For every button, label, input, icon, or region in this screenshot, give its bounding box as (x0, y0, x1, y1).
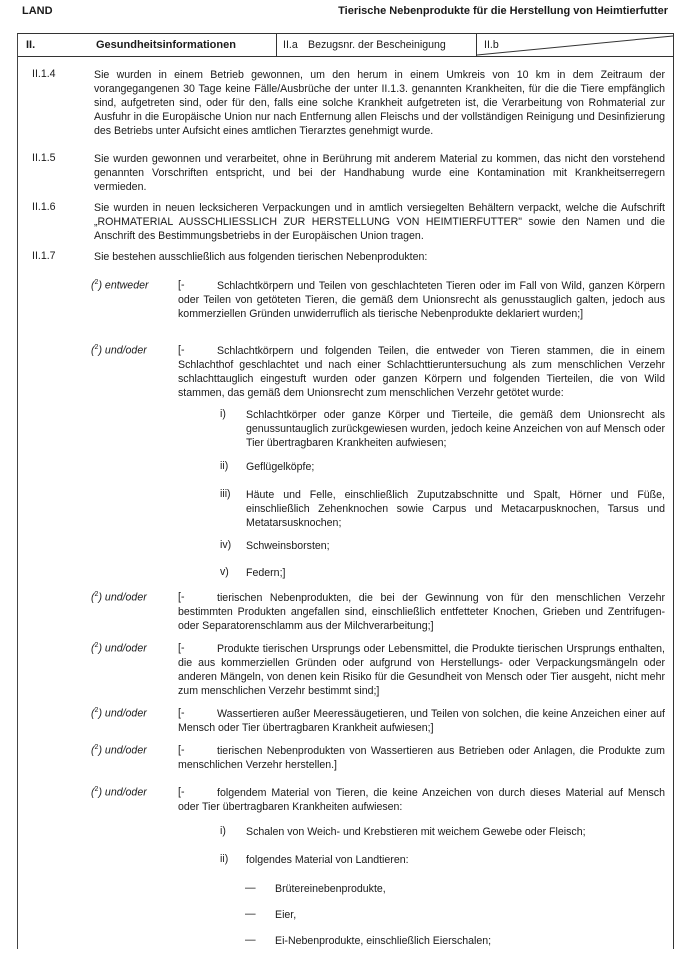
reference-label: Bezugsnr. der Bescheinigung (308, 39, 446, 51)
bracket-marker: [- (178, 707, 185, 719)
dash-item-text: Eier, (275, 909, 297, 921)
option-keyword: ($^2$) und/oder (91, 744, 147, 757)
subitem-label: iv) (220, 539, 232, 551)
footnote-ref: 2 (94, 642, 99, 649)
document-title: Tierische Nebenprodukte für die Herstellung von Heimtierfutter (338, 5, 668, 17)
option-keyword-text: entweder (104, 279, 149, 292)
option-keyword: ($^2$) und/oder (91, 642, 147, 655)
option-keyword-text: und/oder (104, 707, 147, 720)
clause-number: II.1.4 (32, 68, 56, 80)
footnote-ref: 2 (94, 786, 99, 793)
subitem-text: Schweinsborsten; (246, 540, 330, 552)
option-keyword-text: und/oder (104, 591, 147, 604)
clause-text: Sie bestehen ausschließlich aus folgenden tierischen Nebenprodukten: (94, 251, 428, 263)
section-header-row (18, 34, 673, 57)
option-keyword: ($^2$) entweder (91, 279, 149, 292)
subitem-text: Schalen von Weich- und Krebstieren mit weichem Gewebe oder Fleisch; (246, 826, 586, 838)
clause-number: II.1.6 (32, 201, 56, 213)
footnote-ref: 2 (94, 591, 99, 598)
bracket-marker: [- (178, 642, 185, 654)
option-keyword: ($^2$) und/oder (91, 344, 147, 357)
bracket-marker: [- (178, 786, 185, 798)
clause-number: II.1.7 (32, 250, 56, 262)
clause-number: II.1.5 (32, 152, 56, 164)
footnote-ref: 2 (94, 344, 99, 351)
option-keyword-text: und/oder (104, 786, 147, 799)
option-text: Schlachtkörpern und Teilen von geschlachteten Tieren oder im Fall von Wild, ganzen Körpern oder Teilen von getöteten Tieren, die gemäß dem Unionsrecht als genusstauglich galten, jedoch aus kommerziellen Gründen unwiderruflich als tierische Nebenprodukte deklariert wurden;] (178, 280, 665, 320)
subitem-label: ii) (220, 460, 229, 472)
subitem-label: iii) (220, 488, 231, 500)
option-text: tierischen Nebenprodukten, die bei der Gewinnung von für den menschlichen Verzehr bestimmten Produkten angefallen sind, einschließlich entfetteter Knochen, Grieben und Zentrifugen- oder Separatorenschlamm aus der Milchverarbeitung;] (178, 592, 665, 632)
certificate-section-box (17, 33, 674, 949)
country-label: LAND (22, 5, 53, 17)
dash-bullet-icon: — (245, 934, 256, 946)
option-text: Wassertieren außer Meeressäugetieren, und Teilen von solchen, die keine Anzeichen einer auf Mensch oder Tier übertragbaren Krankheit aufwiesen;] (178, 708, 665, 734)
option-keyword: ($^2$) und/oder (91, 591, 147, 604)
option-keyword-text: und/oder (104, 344, 147, 357)
section-title: Gesundheitsinformationen (96, 39, 236, 51)
bracket-marker: [- (178, 344, 185, 356)
footnote-ref: 2 (94, 279, 99, 286)
subitem-text: Schlachtkörper oder ganze Körper und Tierteile, die gemäß dem Unionsrecht als genussuntauglich zurückgewiesen wurden, jedoch keine Anzeichen von auf Mensch oder Tier übertragbaren Krankheiten aufwiesen; (246, 409, 665, 449)
option-keyword: ($^2$) und/oder (91, 707, 147, 720)
subitem-label: i) (220, 408, 226, 420)
subitem-text: Geflügelköpfe; (246, 461, 315, 473)
subitem-text: Häute und Felle, einschließlich Zuputzabschnitte und Spalt, Hörner und Füße, einschließlich Zehenknochen sowie Carpus und Metacarpusknochen, Tarsus und Metatarsusknochen; (246, 489, 665, 529)
subitem-label: ii) (220, 853, 229, 865)
bracket-marker: [- (178, 744, 185, 756)
option-text: Produkte tierischen Ursprungs oder Lebensmittel, die Produkte tierischen Ursprungs enthalten, die aus kommerziellen Gründen oder aufgrund von Herstellungs- oder Verpackungsmängeln oder anderen Mängeln, von denen kein Risiko für die Gesundheit von Mensch oder Tier ausgeht, nicht mehr zum menschlichen Verzehr bestimmt sind;] (178, 643, 665, 697)
reference-code-a: II.a (283, 39, 298, 51)
option-keyword-text: und/oder (104, 642, 147, 655)
section-number: II. (26, 39, 36, 51)
subitem-text: Federn;] (246, 567, 286, 579)
reference-code-b: II.b (484, 39, 499, 51)
option-text: folgendem Material von Tieren, die keine Anzeichen von durch dieses Material auf Mensch oder Tier übertragbaren Krankheiten aufwiesen: (178, 787, 665, 813)
subitem-text: folgendes Material von Landtieren: (246, 854, 409, 866)
option-text: Schlachtkörpern und folgenden Teilen, die entweder von Tieren stammen, die in einem Schlachthof geschlachtet und nach einer Schlachttieruntersuchung als zum menschlichen Verzehr schlachttauglich eingestuft wurden oder ganzen Körpern und folgenden Tierteilen, die von Wild stammen, das gemäß dem Unionsrecht zum menschlichen Verzehr getötet wurde: (178, 345, 665, 399)
footnote-ref: 2 (94, 744, 99, 751)
bracket-marker: [- (178, 591, 185, 603)
strike-through-line (477, 34, 673, 56)
bracket-marker: [- (178, 279, 185, 291)
option-keyword-text: und/oder (104, 744, 147, 757)
dash-item-text: Ei-Nebenprodukte, einschließlich Eierschalen; (275, 935, 492, 947)
clause-text: Sie wurden gewonnen und verarbeitet, ohne in Berührung mit anderem Material zu kommen, das nicht den vorstehend genannten Vorschriften entspricht, und bei der Handhabung wurde eine Kontamination mit Krankheitserregern vermieden. (94, 153, 665, 193)
option-keyword: ($^2$) und/oder (91, 786, 147, 799)
footnote-ref: 2 (94, 707, 99, 714)
subitem-label: v) (220, 566, 229, 578)
clause-text: Sie wurden in einem Betrieb gewonnen, um den herum in einem Umkreis von 10 km in dem Zeitraum der vorangegangenen 30 Tage keine Fälle/Ausbrüche der unter II.1.3. genannten Krankheiten, für die die Tiere empfänglich sind, aufgetreten sind, oder für den, falls eine solche Krankheit aufgetreten ist, die Verarbeitung von Rohmaterial zur Ausfuhr in die Europäische Union nur nach Entfernung allen Fleischs und der vollständigen Reinigung und Desinfizierung des Betriebs unter Aufsicht eines amtlichen Tierarztes genehmigt wurde. (94, 69, 665, 137)
column-divider (276, 34, 277, 56)
option-text: tierischen Nebenprodukten von Wassertieren aus Betrieben oder Anlagen, die Produkte zum menschlichen Verzehr herstellen.] (178, 745, 665, 771)
dash-bullet-icon: — (245, 908, 256, 920)
dash-bullet-icon: — (245, 882, 256, 894)
subitem-label: i) (220, 825, 226, 837)
dash-item-text: Brütereinebenprodukte, (275, 883, 386, 895)
clause-text: Sie wurden in neuen lecksicheren Verpackungen und in amtlich versiegelten Behältern verpackt, welche die Aufschrift „ROHMATERIAL AUSSCHLIESSLICH ZUR HERSTELLUNG VON HEIMTIERFUTTER" sowie den Namen und die Anschrift des Bestimmungsbetriebs in der Europäischen Union tragen. (94, 202, 665, 242)
